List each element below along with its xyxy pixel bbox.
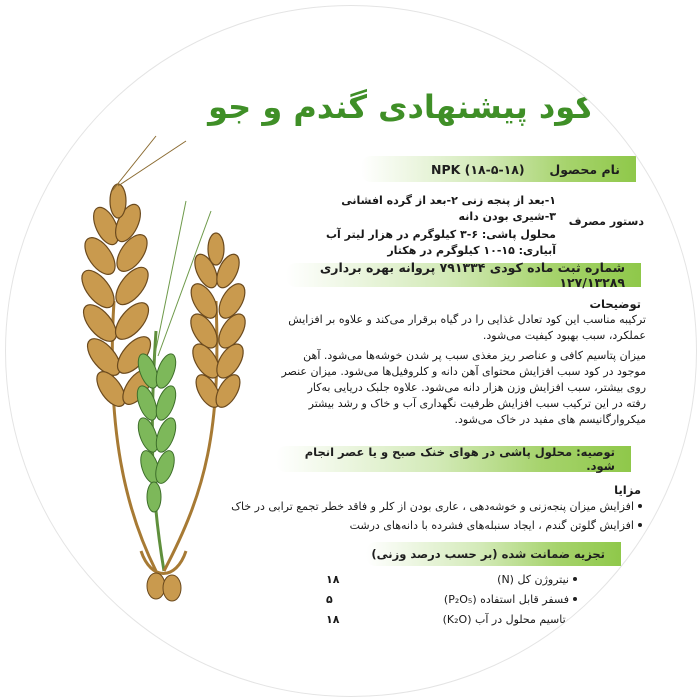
usage-line-3: محلول پاشی: ۶-۳ کیلوگرم در هزار لیتر آب [325, 228, 556, 241]
analysis-row-label: پتاسیم محلول در آب (K₂O) [442, 612, 569, 626]
analysis-row-value: ۵ [326, 592, 333, 606]
description-line-4: موجود در کود سبب افزایش محتوای آهن دانه و کلروفیل‌ها می‌شود. میزان عنصر [281, 365, 646, 378]
golden-wheat-ear-left [76, 136, 186, 571]
bullet-icon [638, 523, 642, 527]
description-heading: توضیحات [589, 297, 641, 311]
registration-text: شماره ثبت ماده کودی ۷۹۱۳۳۴ پروانه بهره برداری ۱۲۷/۱۳۲۸۹ [319, 260, 625, 290]
recommendation-text: توصیه: محلول پاشی در هوای خنک صبح و یا عصر انجام شود. [304, 445, 615, 473]
advantages-heading: مزایا [614, 483, 641, 497]
label-title: کود پیشنهادی گندم و جو [208, 88, 594, 126]
analysis-heading: تجزیه ضمانت شده (بر حسب درصد وزنی) [371, 547, 605, 561]
description-line-1: ترکیبه مناسب این کود تعادل غذایی را در گیاه برقرار می‌کند و علاوه بر افزایش [288, 313, 646, 326]
description-line-6: رفته در این ترکیب سبب افزایش ظرفیت نگهداری آب و خاک و رشد بیشتر [308, 397, 646, 410]
analysis-row-value: ۱۸ [326, 612, 340, 626]
usage-line-4: آبیاری: ۱۵-۱۰ کیلوگرم در هکتار [387, 244, 556, 257]
analysis-row-value: ۱۸ [326, 572, 340, 586]
description-line-7: میکروارگانیسم های مفید در خاک می‌شود. [454, 413, 646, 426]
bullet-icon [573, 577, 577, 581]
product-label [5, 5, 697, 697]
description-line-3: میزان پتاسیم کافی و عناصر ریز مغذی سبب پر شدن خوشه‌ها می‌شود. آهن [303, 349, 646, 362]
product-name-band [361, 156, 636, 182]
usage-label: دستور مصرف [568, 215, 644, 228]
analysis-heading-band [366, 542, 621, 566]
advantages-item-1-text: افزایش میزان پنجه‌زنی و خوشه‌دهی ، عاری بودن از کلر و فاقد خطر تجمع ترابی در خاک [231, 500, 634, 513]
advantages-item-1 [226, 499, 646, 515]
usage-line-1: ۱-بعد از پنجه زنی ۲-بعد از گرده افشانی [341, 194, 556, 207]
recommendation-band [276, 446, 631, 472]
bullet-icon [573, 617, 577, 621]
analysis-row-phosphorus [326, 590, 581, 608]
analysis-row-label: فسفر قابل استفاده (P₂O₅) [443, 592, 569, 606]
product-name-value: NPK (۱۸-۵-۱۸) [431, 161, 525, 177]
usage-line-2: ۳-شیری بودن دانه [458, 210, 556, 223]
analysis-row-potassium [326, 610, 581, 628]
bullet-icon [638, 504, 642, 508]
description-line-5: روی بیشتر، سبب افزایش وزن هزار دانه می‌شود. علاوه جلبک دریایی به‌کار [307, 381, 646, 394]
bullet-icon [573, 597, 577, 601]
registration-band [286, 260, 641, 290]
analysis-row-label: نیتروژن کل (N) [497, 572, 569, 586]
advantages-item-2 [226, 518, 646, 534]
analysis-row-nitrogen [326, 570, 581, 588]
wheat-barley-illustration [36, 131, 286, 606]
advantages-item-2-text: افزایش گلوتن گندم ، ایجاد سنبله‌های فشرده با دانه‌های درشت [349, 519, 634, 532]
description-line-2: عملکرد، سبب بهبود کیفیت می‌شود. [482, 329, 646, 342]
product-name-label: نام محصول [549, 161, 620, 177]
